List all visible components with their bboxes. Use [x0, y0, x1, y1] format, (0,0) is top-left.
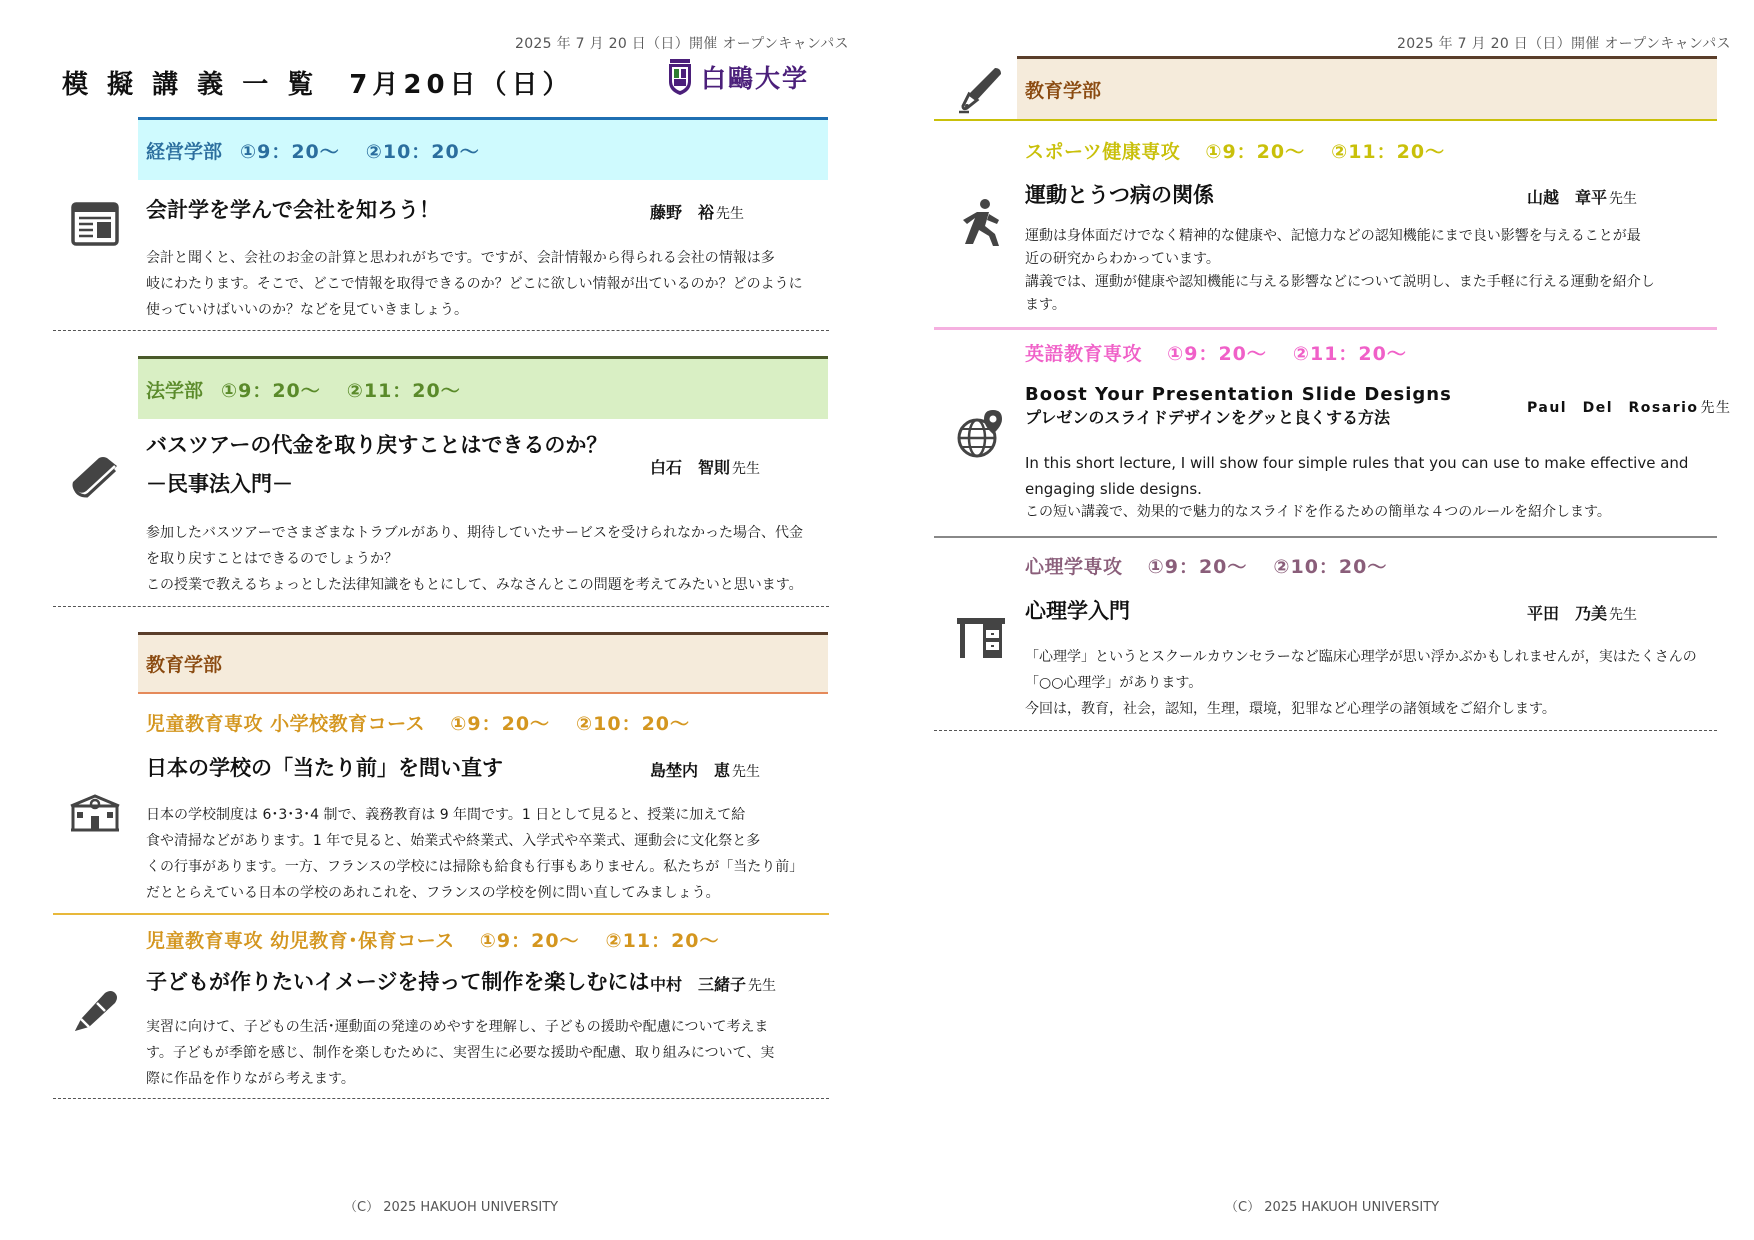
desk-icon [955, 610, 1007, 662]
keiei-dept-band [138, 120, 828, 180]
time-slot-2: ②10：20～ [365, 140, 480, 163]
time-slot-2: ②11：20～ [346, 379, 461, 402]
session-times [1167, 343, 1407, 365]
time-slot-2: ②11：20～ [1292, 343, 1407, 365]
teacher-name [1527, 397, 1732, 417]
time-slot-1: ①9：20～ [450, 713, 551, 735]
section-divider [53, 1098, 829, 1099]
time-slot-2: ②11：20～ [1331, 141, 1446, 163]
desc-line: 「○○心理学」があります。 [1025, 675, 1203, 691]
teacher-name-text: 平田 乃美 [1527, 604, 1608, 623]
teacher-honorific: 先生 [748, 978, 777, 994]
course-name: 英語教育専攻 [1025, 343, 1143, 365]
desc-line: を取り戻すことはできるのでしょうか？ [146, 551, 398, 567]
teacher-honorific: 先生 [716, 206, 745, 222]
lecture-title: 運動とうつ病の関係 [1025, 183, 1214, 207]
teacher-name-text: 中村 三緒子 [650, 975, 747, 994]
desc-line: くの行事があります。一方、フランスの学校には掃除も給食も行事もありません。私たちが「当たり前」 [146, 859, 804, 875]
time-slot-2: ②11：20～ [605, 930, 720, 952]
book-icon [69, 452, 121, 504]
time-slot-2: ②10：20～ [1273, 556, 1388, 578]
session-times [221, 376, 461, 403]
course-name: 心理学専攻 [1025, 556, 1123, 578]
session-times [1148, 556, 1388, 578]
lecture-title: バスツアーの代金を取り戻すことはできるのか？ [146, 433, 608, 457]
globe-pin-icon [955, 408, 1007, 460]
course-name: 児童教育専攻 幼児教育･保育コース [146, 930, 455, 952]
teacher-honorific: 先生 [1609, 191, 1638, 207]
newspaper-icon [69, 198, 121, 250]
session-times [1205, 141, 1445, 163]
desc-line: 食や清掃などがあります。1 年で見ると、始業式や終業式、入学式や卒業式、運動会に文化祭と多 [146, 833, 761, 849]
eigo-divider [934, 327, 1717, 330]
time-slot-1: ①9：20～ [1147, 556, 1248, 578]
course-name: 児童教育専攻 小学校教育コース [146, 713, 426, 735]
desc-line: 講義では、運動が健康や認知機能に与える影響などについて説明し、また手軽に行える運動を紹介し [1025, 274, 1655, 290]
time-slot-1: ①9：20～ [1205, 141, 1306, 163]
lecture-title-jp: プレゼンのスライドデザインをグッと良くする方法 [1025, 408, 1390, 427]
pen-icon [955, 64, 1007, 116]
lecture-description [146, 1014, 826, 1092]
teacher-name-text: Paul Del Rosario [1527, 400, 1699, 416]
lecture-description [1025, 225, 1715, 317]
teacher-name-text: 白石 智則 [650, 458, 731, 477]
lecture-title: 子どもが作りたいイメージを持って制作を楽しむには [146, 970, 650, 994]
course-heading [1025, 339, 1407, 366]
teacher-honorific: 先生 [732, 764, 761, 780]
desc-line: ます。 [1025, 297, 1066, 313]
sports-divider [934, 119, 1717, 121]
session-times [450, 713, 690, 735]
event-date-header: 2025 年 7 月 20 日（日）開催 オープンキャンパス [1397, 36, 1731, 52]
page-title: 模 擬 講 義 一 覧 7月20日（日） [62, 70, 574, 100]
teacher-name [1527, 185, 1637, 208]
course-heading [146, 926, 720, 953]
desc-line: In this short lecture, I will show four simple rules that you can use to make effective and [1025, 454, 1689, 472]
session-times [240, 137, 480, 164]
teacher-name [1527, 601, 1637, 624]
course-divider [53, 913, 829, 915]
desc-line: この授業で教えるちょっとした法律知識をもとにして、みなさんとこの問題を考えてみたいと思います。 [146, 577, 803, 593]
session-times [480, 930, 720, 952]
desc-line: す。子どもが季節を感じ、制作を楽しむために、実習生に必要な援助や配慮、取り組みについて、実 [146, 1045, 775, 1061]
section-divider [53, 606, 829, 607]
desc-line: engaging slide designs. [1025, 480, 1202, 498]
right-page [877, 0, 1754, 1240]
course-heading [146, 709, 690, 736]
time-slot-1: ①9：20～ [240, 140, 340, 163]
time-slot-1: ①9：20～ [479, 930, 580, 952]
teacher-name-text: 山越 章平 [1527, 188, 1608, 207]
teacher-name-text: 島埜内 恵 [650, 761, 731, 780]
desc-line: 参加したバスツアーでさまざまなトラブルがあり、期待していたサービスを受けられなかった場合、代金 [146, 525, 804, 541]
desc-line: 運動は身体面だけでなく精神的な健康や、記憶力などの認知機能にまで良い影響を与えることが最 [1025, 228, 1641, 244]
desc-line: 日本の学校制度は 6･3･3･4 制で、義務教育は 9 年間です。1 日として見ると、授業に加えて給 [146, 807, 746, 823]
teacher-honorific: 先生 [1700, 400, 1732, 416]
desc-line: だととらえている日本の学校のあれこれを、フランスの学校を例に問い直してみましょう。 [146, 885, 720, 901]
lecture-title: 心理学入門 [1025, 599, 1130, 623]
desc-line: 「心理学」というとスクールカウンセラーなど臨床心理学が思い浮かぶかもしれませんが，実はたくさんの [1025, 649, 1697, 665]
teacher-name [650, 972, 776, 995]
time-slot-1: ①9：20～ [1167, 343, 1267, 365]
teacher-honorific: 先生 [732, 461, 761, 477]
copyright-footer: （C） 2025 HAKUOH UNIVERSITY [1225, 1200, 1440, 1215]
lecture-subtitle: －民事法入門－ [146, 472, 293, 496]
desc-line: 際に作品を作りながら考えます。 [146, 1071, 355, 1087]
section-divider [934, 730, 1717, 731]
desc-line: 実習に向けて、子どもの生活･運動面の発達のめやすを理解し、子どもの援助や配慮について考えま [146, 1019, 769, 1035]
teacher-name [650, 758, 760, 781]
teacher-name [650, 455, 760, 478]
kyoiku-dept-band [138, 635, 828, 694]
course-heading [1025, 137, 1445, 164]
dept-name: 法学部 [146, 379, 204, 402]
section-divider [53, 330, 829, 331]
dept-name: 経営学部 [146, 140, 223, 163]
desc-line: 会計と聞くと、会社のお金の計算と思われがちです。ですが、会計情報から得られる会社の情報は多 [146, 250, 775, 266]
teacher-name [650, 200, 744, 223]
desc-line: 岐にわたります。そこで、どこで情報を取得できるのか？どこに欲しい情報が出ているのか？どのように [146, 276, 803, 292]
copyright-footer: （C） 2025 HAKUOH UNIVERSITY [344, 1200, 559, 1215]
shinri-divider [934, 536, 1717, 538]
event-date-header: 2025 年 7 月 20 日（日）開催 オープンキャンパス [515, 36, 849, 52]
course-name: スポーツ健康専攻 [1025, 141, 1181, 163]
desc-line: 今回は，教育，社会，認知，生理，環境，犯罪など心理学の諸領域をご紹介します。 [1025, 701, 1556, 717]
desc-line: この短い講義で、効果的で魅力的なスライドを作るための簡単な４つのルールを紹介します。 [1025, 504, 1611, 520]
hou-dept-band [138, 359, 828, 419]
lecture-title: 会計学を学んで会社を知ろう！ [146, 198, 440, 222]
logo-text: 白鷗大学 [701, 64, 810, 93]
time-slot-2: ②10：20～ [576, 713, 691, 735]
school-icon [69, 784, 121, 836]
desc-line: 近の研究からわかっています。 [1025, 251, 1220, 267]
dept-name: 教育学部 [1025, 79, 1102, 102]
lecture-description [146, 802, 826, 906]
time-slot-1: ①9：20～ [221, 379, 321, 402]
crayon-icon [69, 985, 121, 1037]
university-logo [667, 58, 809, 96]
kyoiku-dept-band [1017, 59, 1717, 119]
crest-icon [667, 58, 693, 96]
teacher-honorific: 先生 [1609, 607, 1638, 623]
lecture-title-en: Boost Your Presentation Slide Designs [1025, 384, 1452, 405]
desc-line: 使っていけばいいのか？などを見ていきましょう。 [146, 302, 468, 318]
dept-name: 教育学部 [146, 654, 223, 676]
lecture-description [1025, 644, 1715, 722]
lecture-title: 日本の学校の「当たり前」を問い直す [146, 756, 503, 780]
lecture-description [146, 520, 826, 598]
running-icon [955, 198, 1007, 250]
teacher-name-text: 藤野 裕 [650, 203, 715, 222]
lecture-description [146, 245, 826, 323]
course-heading [1025, 552, 1387, 579]
lecture-description [1025, 450, 1715, 522]
